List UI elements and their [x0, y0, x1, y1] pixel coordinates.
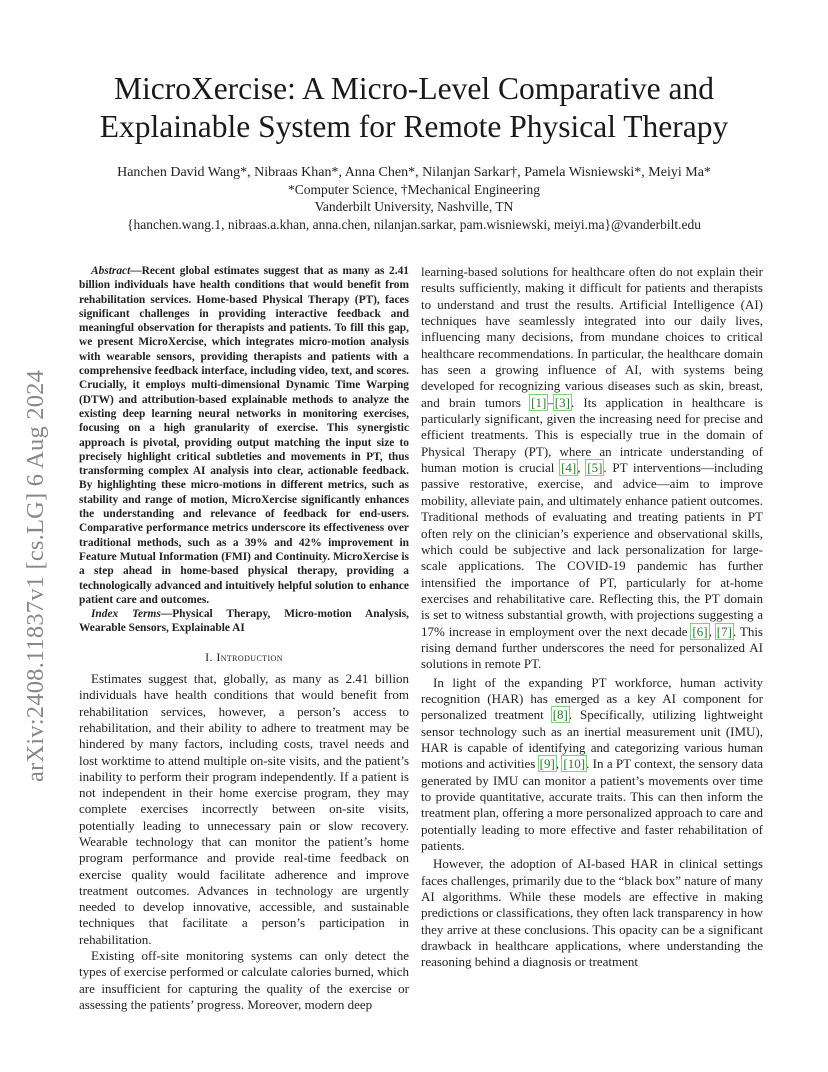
- index-terms-text: —Physical Therapy, Micro-motion Analysis, Wearable Sensors, Explainable AI: [79, 608, 409, 635]
- section-heading-introduction: [79, 649, 409, 665]
- abstract: [79, 264, 409, 607]
- citation-link-7[interactable]: [7]: [716, 623, 732, 639]
- abstract-text: —Recent global estimates suggest that as many as 2.41 billion individuals have health conditions that would benefit from rehabilitation services. Home-based Physical Therapy (PT), faces significant challenges in providing interactive feedback and meaningful observation for therapists and patients. To fill this gap, we present MicroXercise, which integrates micro-motion analysis with wearable sensors, providing therapists and patients with a comprehensive feedback interface, including video, text, and scores. Crucially, it employs multi-dimensional Dynamic Time Warping (DTW) and attribution-based explainable methods to analyze the existing deep learning neural networks in monitoring exercises, focusing on a high granularity of exercise. This synergistic approach is pivotal, providing output matching the input size to precisely highlight critical subtleties and movements in PT, thus transforming complex AI analysis into clear, actionable feedback. By highlighting these micro-motions in different metrics, such as stability and range of motion, MicroXercise significantly enhances the understanding and relevance of feedback for end-users. Comparative performance metrics underscore its effectiveness over traditional methods, such as a 39% and 42% improvement in Feature Mutual Information (FMI) and Continuity. MicroXercise is a step ahead in home-based physical therapy, providing a technologically advanced and intuitively helpful solution to enhance patient care and outcomes.: [79, 265, 409, 606]
- intro-paragraph-2-continued: [421, 264, 763, 673]
- citation-range-dash: –: [547, 394, 554, 410]
- affiliation-emails: {hanchen.wang.1, nibraas.a.khan, anna.chen, nilanjan.sarkar, pam.wisniewski, meiyi.ma}@vanderbilt.edu: [126, 217, 702, 232]
- right-column: [421, 264, 763, 971]
- author-list: Hanchen David Wang*, Nibraas Khan*, Anna Chen*, Nilanjan Sarkar†, Pamela Wisniewski*, Meiyi Ma*: [117, 165, 711, 180]
- citation-separator: ,: [708, 623, 716, 639]
- index-terms-label: Index Terms: [91, 608, 161, 621]
- citation-separator: ,: [555, 756, 563, 772]
- affiliation-university: Vanderbilt University, Nashville, TN: [314, 199, 514, 214]
- title-line-2: Explainable System for Remote Physical Therapy: [99, 109, 729, 144]
- section-title: Introduction: [216, 649, 283, 664]
- intro-paragraph-2: Existing off-site monitoring systems can only detect the types of exercise performed or calculate calories burned, which are insufficient for capturing the quality of the exercise or assessing the patients’ progress. Moreover, modern deep: [79, 948, 409, 1012]
- arxiv-identifier: arXiv:2408.11837v1 [cs.LG] 6 Aug 2024: [22, 369, 49, 782]
- paper-title: [60, 70, 768, 146]
- citation-link-6[interactable]: [6]: [692, 623, 708, 639]
- intro-paragraph-3: [421, 675, 763, 855]
- paragraph-text: learning-based solutions for healthcare often do not explain their results sufficiently, making it difficult for patients and therapists to understand and trust the results. Artificial Intelligence (AI) techniques have seamlessly integrated into our daily lives, influencing many decisions, from mundane choices to critical healthcare recommendations. In particular, the healthcare domain has seen a growing influence of AI, with systems being developed for recognizing various diseases such as skin, breast, and brain tumors: [421, 264, 763, 410]
- paragraph-text: . This rising demand further underscores the need for personalized AI solutions in remote PT.: [421, 623, 763, 672]
- citation-link-1[interactable]: [1]: [531, 394, 547, 410]
- intro-paragraph-1: Estimates suggest that, globally, as many as 2.41 billion individuals have health conditions that would benefit from rehabilitation services, however, a person’s access to rehabilitation, and their ability to adhere to treatment may be hindered by many factors, including costs, travel needs and lost worktime to attend multiple on-site visits, and the patient’s inability to perform their program independently. If a patient is not independent in their home exercise program, they may complete exercises incorrectly between on-site visits, potentially leading to unnecessary pain or slow recovery. Wearable technology that can monitor the patient’s home program performance and provide real-time feedback on exercise quality would facilitate adherence and improve treatment outcomes. Advances in technology are urgently needed to develop innovative, accessible, and sustainable techniques that facilitate a person’s participation in rehabilitation.: [79, 671, 409, 947]
- citation-link-5[interactable]: [5]: [587, 460, 603, 476]
- intro-paragraph-4: However, the adoption of AI-based HAR in clinical settings faces challenges, primarily due to the “black box” nature of many AI algorithms. While these models are effective in making predictions or classifications, they often lack transparency in how they arrive at these conclusions. This opacity can be a significant drawback in healthcare applications, where understanding the reasoning behind a diagnosis or treatment: [421, 856, 763, 970]
- paragraph-text: . In a PT context, the sensory data generated by IMU can monitor a patient’s movements over time to provide quantitative, accurate traits. This can then inform the treatment plan, offering a more personalized approach to care and potentially leading to more effective and faster rehabilitation of patients.: [421, 756, 763, 854]
- left-column: [79, 264, 409, 1013]
- citation-link-9[interactable]: [9]: [539, 756, 555, 772]
- citation-separator: ,: [577, 460, 587, 476]
- citation-link-4[interactable]: [4]: [561, 460, 577, 476]
- citation-link-3[interactable]: [3]: [554, 394, 570, 410]
- paragraph-text: . Specifically, utilizing lightweight sensor technology such as an inertial measurement unit (IMU), HAR is capable of identifying and categorizing various human motions and activities: [421, 707, 763, 772]
- paragraph-text: . PT interventions—including passive restorative, exercise, and advice—aim to improve mobility, alleviate pain, and ultimately enhance patient outcomes. Traditional methods of evaluating and treating patients in PT often rely on the clinician’s experience and observational skills, which could be subjective and lack personalization for large-scale applications. The COVID-19 pandemic has further intensified the importance of PT, particularly for at-home exercises and rehabilitative care. Reflecting this, the PT domain is set to witness substantial growth, with projections suggesting a 17% increase in employment over the next decade: [421, 460, 763, 639]
- paragraph-text: In light of the expanding PT workforce, human activity recognition (HAR) has emerged as a key AI component for personalized treatment: [421, 674, 763, 723]
- citation-link-8[interactable]: [8]: [552, 707, 568, 723]
- citation-link-10[interactable]: [10]: [563, 756, 586, 772]
- section-number: I.: [205, 649, 217, 664]
- paragraph-text: . Its application in healthcare is particularly significant, given the increasing need for precise and efficient treatments. This is especially true in the domain of Physical Therapy (PT), where an intricate understanding of human motion is crucial: [421, 394, 763, 476]
- index-terms: [79, 607, 409, 636]
- title-line-1: MicroXercise: A Micro-Level Comparative and: [113, 71, 715, 106]
- affiliation-departments: *Computer Science, †Mechanical Engineering: [288, 182, 540, 197]
- abstract-label: Abstract: [91, 265, 131, 277]
